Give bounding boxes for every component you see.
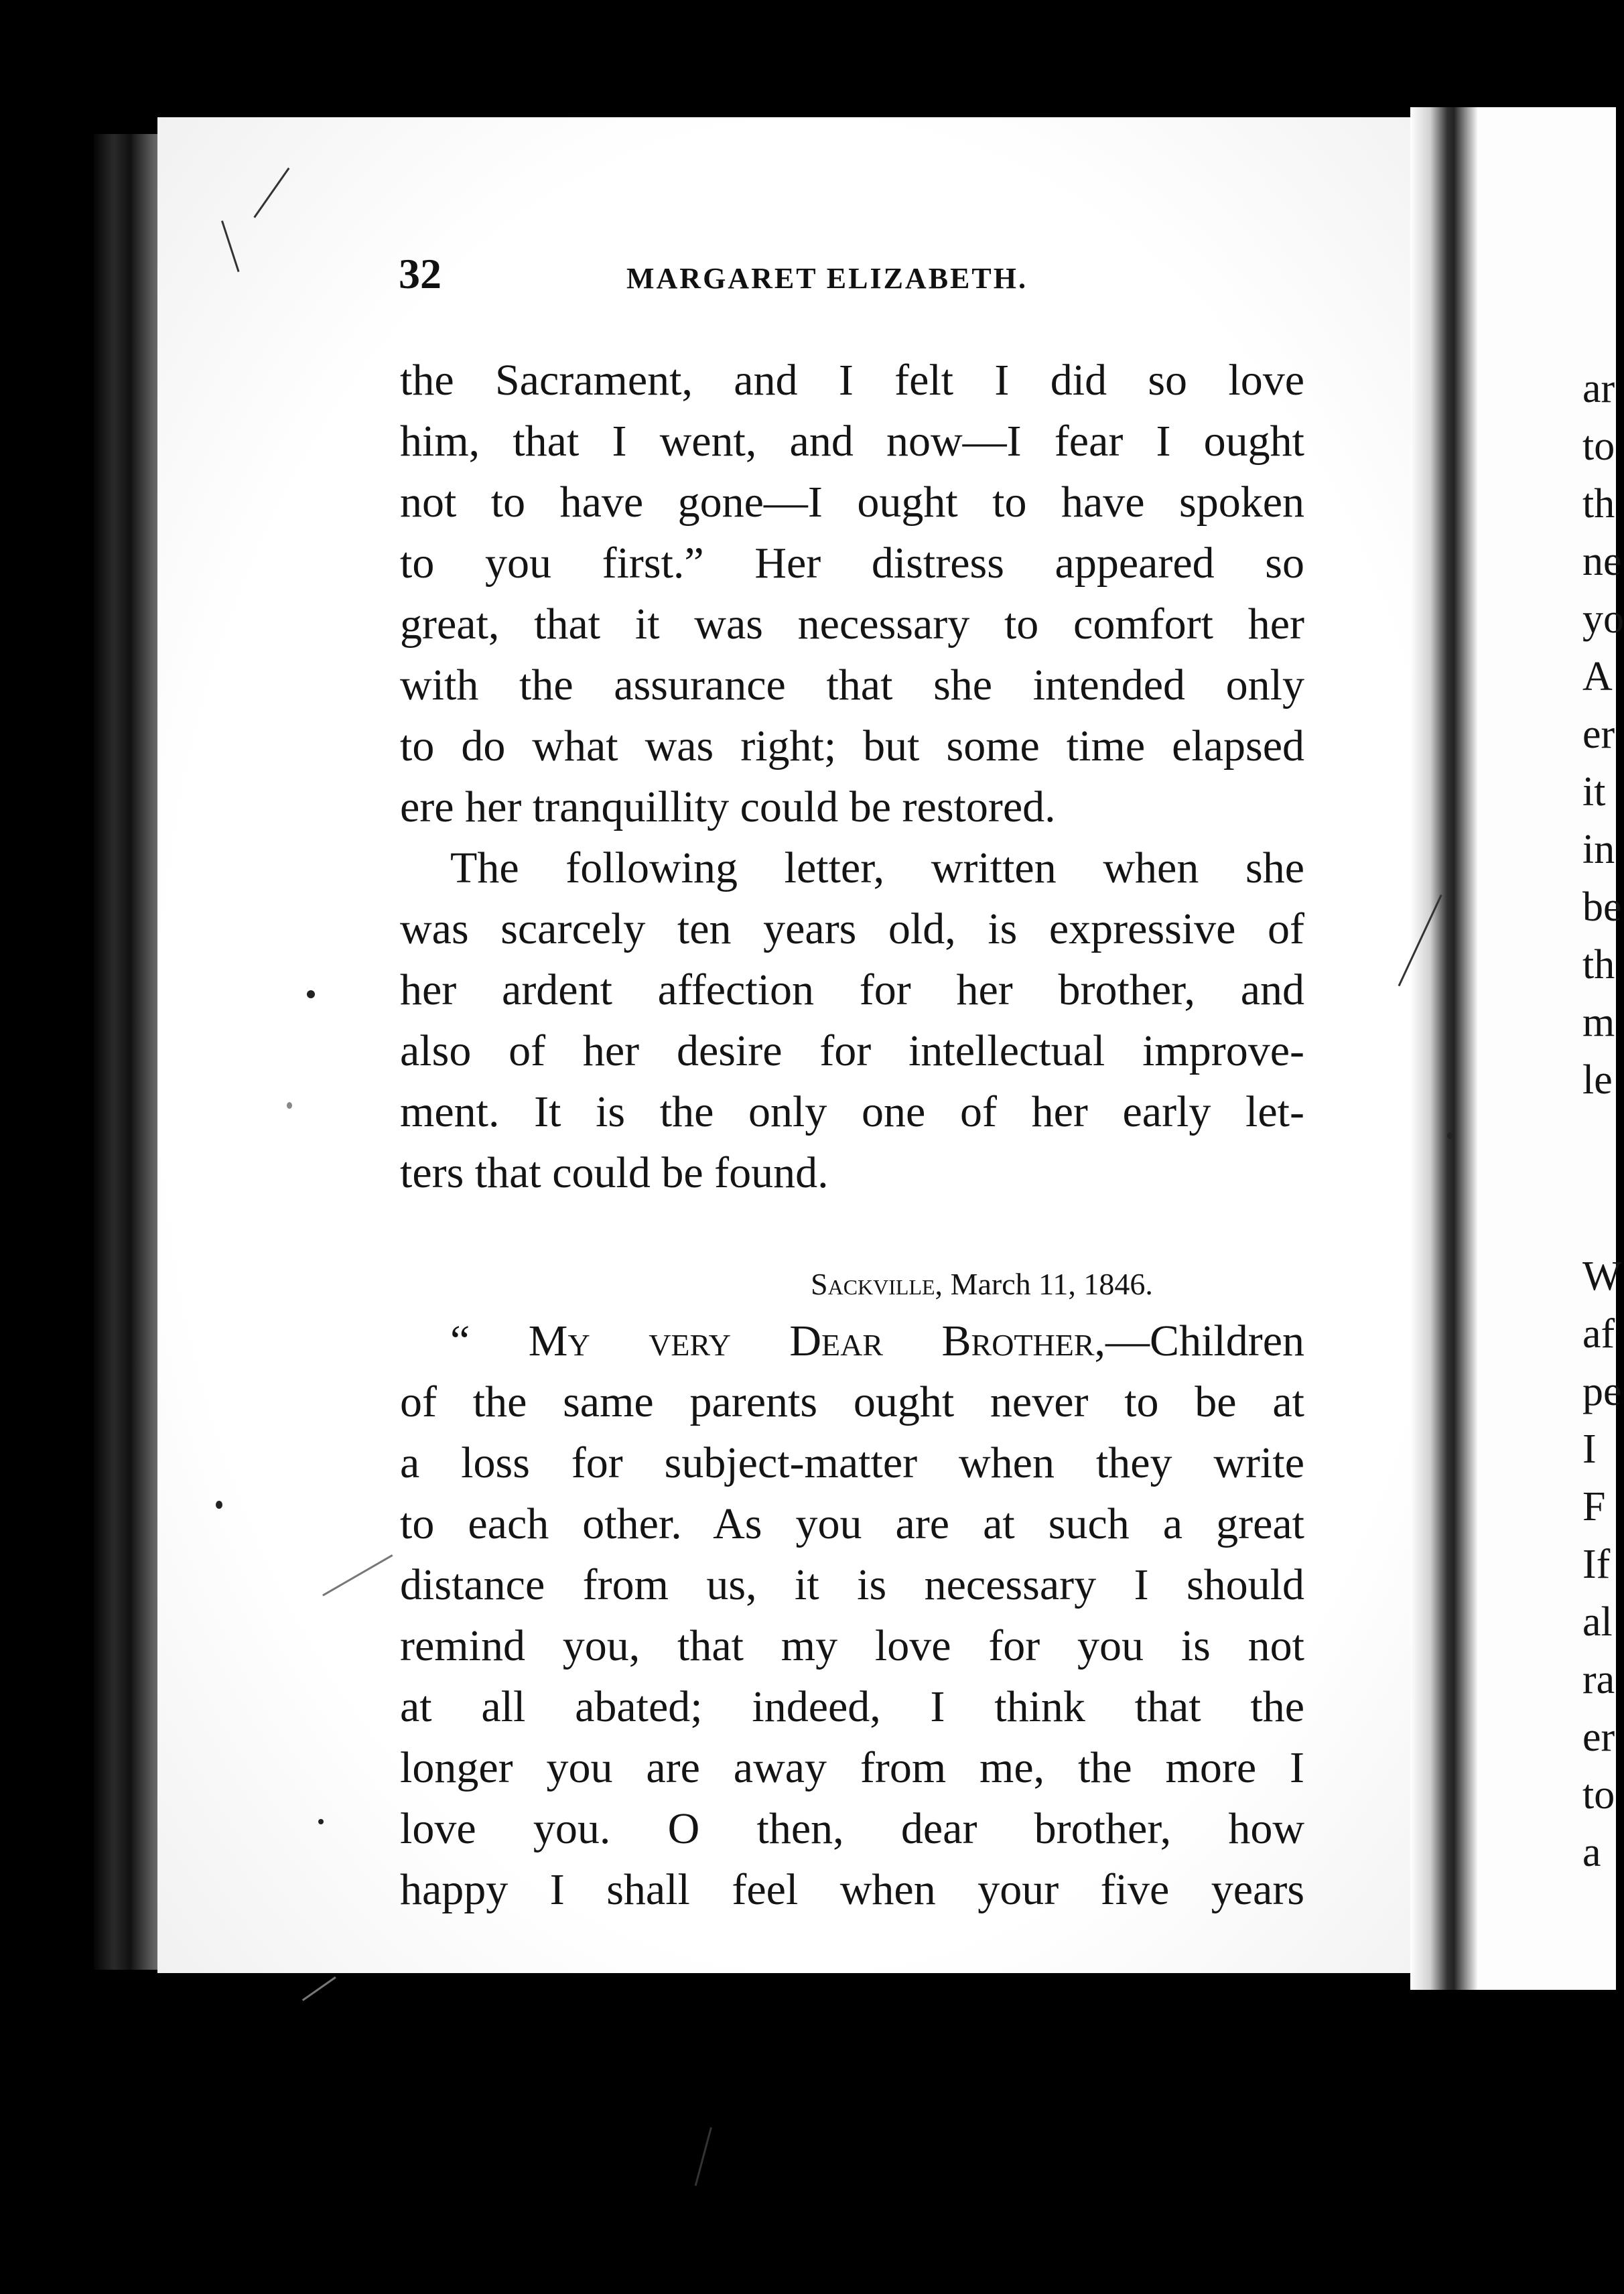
page-number: 32 xyxy=(399,250,442,297)
text-line: happy I shall feel when your five years xyxy=(400,1865,1304,1914)
letter-salutation-line xyxy=(450,1314,1304,1368)
text-line: him, that I went, and now—I fear I ought xyxy=(400,417,1304,466)
text-line: ters that could be found. xyxy=(400,1148,829,1197)
salutation-rest: —Children xyxy=(1105,1317,1305,1365)
facing-fragment: F xyxy=(1582,1484,1606,1530)
text-line: The following letter, written when she xyxy=(450,844,1304,892)
facing-fragment: th xyxy=(1582,942,1615,988)
running-title: MARGARET ELIZABETH. xyxy=(626,262,1028,295)
facing-fragment: al xyxy=(1582,1599,1613,1645)
text-line: ment. It is the only one of her early let- xyxy=(400,1087,1304,1136)
facing-fragment: to xyxy=(1582,423,1615,469)
facing-fragment: W xyxy=(1582,1254,1622,1299)
ink-speck xyxy=(287,1102,292,1109)
text-line: to each other. As you are at such a great xyxy=(400,1499,1304,1548)
text-line: distance from us, it is necessary I should xyxy=(400,1560,1304,1609)
facing-fragment: a xyxy=(1582,1830,1601,1875)
letter-dateline xyxy=(811,1266,1153,1302)
facing-fragment: af xyxy=(1582,1311,1615,1357)
facing-fragment: it xyxy=(1582,769,1606,815)
text-line: ere her tranquillity could be restored. xyxy=(400,783,1056,831)
facing-fragment: I xyxy=(1582,1426,1597,1472)
scan-right-border xyxy=(1616,107,1624,1990)
facing-fragment: m xyxy=(1582,1000,1615,1045)
text-line: the Sacrament, and I felt I did so love xyxy=(400,356,1304,405)
text-line: great, that it was necessary to comfort her xyxy=(400,600,1304,649)
ink-speck xyxy=(216,1501,222,1509)
salutation: My very Dear Brother, xyxy=(528,1317,1106,1365)
facing-fragment: yo xyxy=(1582,596,1624,642)
text-line: at all abated; indeed, I think that the xyxy=(400,1682,1304,1731)
text-line: remind you, that my love for you is not xyxy=(400,1621,1304,1670)
facing-fragment: to xyxy=(1582,1772,1615,1818)
book-gutter xyxy=(1410,107,1477,1990)
facing-fragment: be xyxy=(1582,884,1622,930)
facing-fragment: in xyxy=(1582,827,1615,872)
text-line: not to have gone—I ought to have spoken xyxy=(400,478,1304,527)
facing-fragment: If xyxy=(1582,1542,1611,1587)
dateline-date: March 11, 1846. xyxy=(950,1267,1153,1301)
facing-fragment: A xyxy=(1582,654,1613,699)
facing-fragment: er xyxy=(1582,712,1615,757)
text-line: a loss for subject-matter when they write xyxy=(400,1438,1304,1487)
ink-speck xyxy=(307,990,315,998)
text-line: love you. O then, dear brother, how xyxy=(400,1804,1304,1853)
text-line: was scarcely ten years old, is expressive of xyxy=(400,904,1304,953)
text-line: her ardent affection for her brother, and xyxy=(400,965,1304,1014)
text-line: longer you are away from me, the more I xyxy=(400,1743,1304,1792)
dateline-place: Sackville, xyxy=(811,1267,943,1301)
text-line: to you first.” Her distress appeared so xyxy=(400,539,1304,588)
facing-fragment: th xyxy=(1582,481,1615,527)
facing-fragment: ar xyxy=(1582,366,1615,411)
text-line: to do what was right; but some time elapsed xyxy=(400,722,1304,770)
facing-fragment: pe xyxy=(1582,1369,1622,1414)
facing-fragment: er xyxy=(1582,1714,1615,1760)
facing-fragment: ra xyxy=(1582,1657,1615,1702)
ink-speck xyxy=(318,1819,324,1824)
text-line: with the assurance that she intended only xyxy=(400,661,1304,710)
facing-fragment: le xyxy=(1582,1057,1613,1103)
open-quote: “ xyxy=(450,1317,529,1365)
text-line: of the same parents ought never to be at xyxy=(400,1377,1304,1426)
ink-speck xyxy=(1447,1132,1452,1139)
text-line: also of her desire for intellectual improve- xyxy=(400,1026,1304,1075)
facing-fragment: ne xyxy=(1582,539,1622,584)
